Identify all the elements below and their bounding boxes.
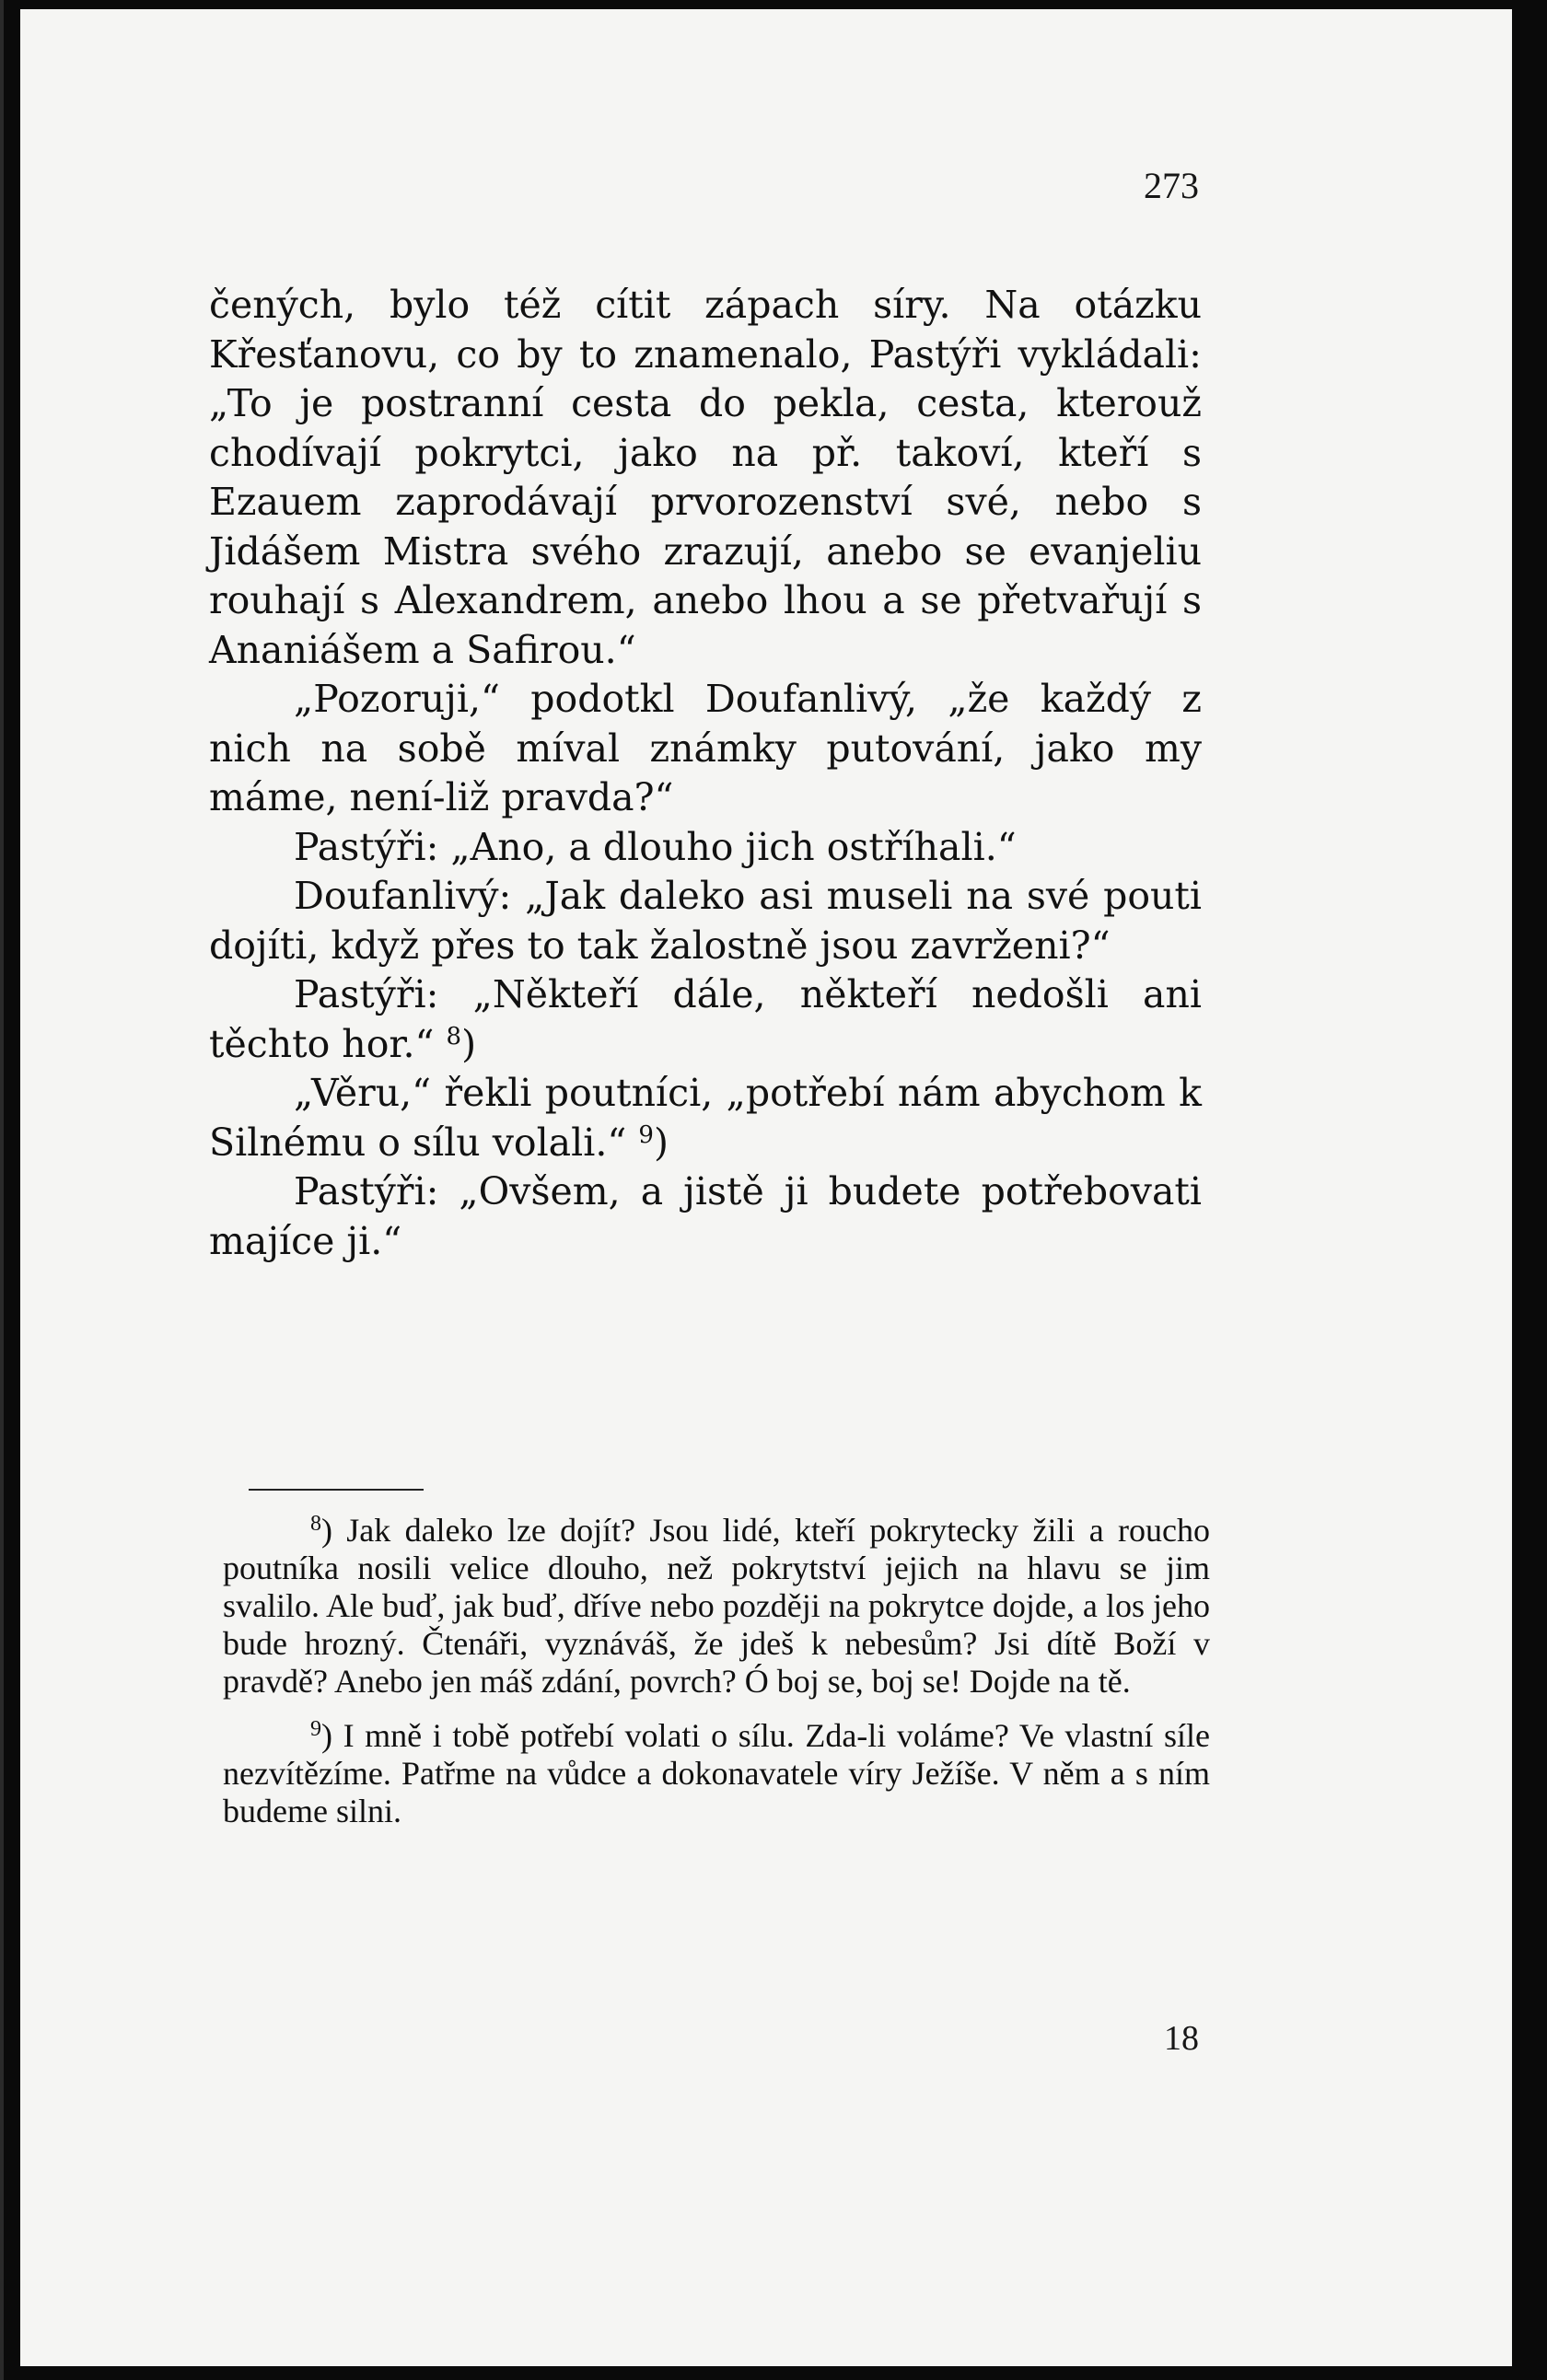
paragraph-2: „Pozoruji,“ podotkl Doufanlivý, „že každý z nich na sobě míval známky putování, jako my máme, není-liž pravda?“ bbox=[209, 677, 1202, 819]
paragraph-5: Pastýři: „Někteří dále, někteří nedošli ani těchto hor.“ $^8$) bbox=[209, 972, 1202, 1066]
scan-edge bbox=[0, 0, 4, 2380]
page-number: 273 bbox=[1144, 165, 1199, 206]
footnote-8: $^8$) Jak daleko lze dojít? Jsou lidé, kteří pokrytecky žili a roucho poutníka nosili velice dlouho, než pokrytství jejich na hlavu se jim svalilo. Ale buď, jak buď, dříve nebo později na pokrytce dojde, a los jeho bude hrozný. Čtenáři, vyznáváš, že jdeš k nebesům? Jsi dítě Boží v pravdě? Anebo jen máš zdání, povrch? Ó boj se, boj se! Dojde na tě. bbox=[223, 1512, 1210, 1700]
signature-mark: 18 bbox=[1164, 2019, 1199, 2058]
footnote-ref-9: 9 bbox=[638, 1120, 654, 1149]
main-text bbox=[209, 281, 1202, 1266]
paragraph-1: čených, bylo též cítit zápach síry. Na otázku Křesťanovu, co by to znamenalo, Pastýři vykládali: „To je postranní cesta do pekla, cesta, kterouž chodívají pokrytci, jako na př. takoví, kteří s Ezauem zaprodávají prvorozenství své, nebo s Jidášem Mistra svého zrazují, anebo se evanjeliu rouhají s Alexandrem, anebo lhou a se přetvařují s Ananiášem a Safirou.“ bbox=[209, 283, 1202, 672]
paragraph-4: Doufanlivý: „Jak daleko asi museli na své pouti dojíti, když přes to tak žalostně jsou zavrženi?“ bbox=[209, 874, 1202, 968]
paragraph-6-text: „Věru,“ řekli poutníci, „potřebí nám abychom k Silnému o sílu volali.“ bbox=[209, 1071, 1202, 1165]
footnote-9-number: 9 bbox=[310, 1717, 321, 1741]
footnotes bbox=[223, 1512, 1210, 1847]
footnote-ref-8: 8 bbox=[446, 1022, 462, 1051]
footnote-separator bbox=[249, 1489, 424, 1491]
footnote-8-text: Jak daleko lze dojít? Jsou lidé, kteří pokrytecky žili a roucho poutníka nosili velice dlouho, než pokrytství jejich na hlavu se jim svalilo. Ale buď, jak buď, dříve nebo později na pokrytce dojde, a los jeho bude hrozný. Čtenáři, vyznáváš, že jdeš k nebesům? Jsi dítě Boží v pravdě? Anebo jen máš zdání, povrch? Ó boj se, boj se! Dojde na tě. bbox=[223, 1512, 1210, 1700]
paragraph-7: Pastýři: „Ovšem, a jistě ji budete potřebovati majíce ji.“ bbox=[209, 1169, 1202, 1263]
footnote-8-number: 8 bbox=[310, 1512, 321, 1536]
book-page bbox=[20, 9, 1512, 2366]
footnote-9: $^9$) I mně i tobě potřebí volati o sílu. Zda-li voláme? Ve vlastní síle nezvítězíme. Patřme na vůdce a dokonavatele víry Ježíše. V něm a s ním budeme silni. bbox=[223, 1717, 1210, 1829]
paragraph-6: „Věru,“ řekli poutníci, „potřebí nám abychom k Silnému o sílu volali.“ $^9$) bbox=[209, 1071, 1202, 1165]
paragraph-5-text: Pastýři: „Někteří dále, někteří nedošli ani těchto hor.“ bbox=[209, 972, 1202, 1066]
footnote-9-text: I mně i tobě potřebí volati o sílu. Zda-li voláme? Ve vlastní síle nezvítězíme. Patřme na vůdce a dokonavatele víry Ježíše. V něm a s ním budeme silni. bbox=[223, 1717, 1210, 1829]
paragraph-3: Pastýři: „Ano, a dlouho jich ostříhali.“ bbox=[294, 824, 1017, 869]
